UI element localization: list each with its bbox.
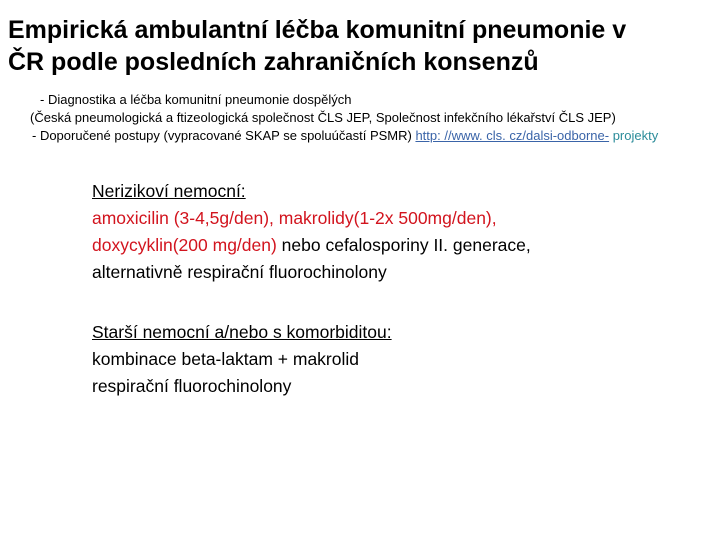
low-risk-heading: Nerizikoví nemocní: — [92, 181, 246, 201]
elderly-section — [92, 319, 712, 400]
elderly-heading: Starší nemocní a/nebo s komorbiditou: — [92, 322, 392, 342]
low-risk-line-2-rest: nebo cefalosporiny II. generace, — [276, 235, 531, 255]
low-risk-line-3: alternativně respirační fluorochinolony — [92, 262, 387, 282]
source-line-1: - Diagnostika a léčba komunitní pneumonie dospělých — [40, 92, 352, 107]
source-link-tail: projekty — [609, 128, 659, 143]
title-line-2: ČR podle posledních zahraničních konsenzů — [8, 48, 539, 76]
elderly-line-1: kombinace beta-laktam + makrolid — [92, 349, 359, 369]
source-link[interactable]: http: //www. cls. cz/dalsi-odborne- — [415, 128, 610, 143]
elderly-line-2: respirační fluorochinolony — [92, 376, 292, 396]
slide-title — [8, 14, 714, 78]
title-line-1: Empirická ambulantní léčba komunitní pneumonie v — [8, 16, 627, 44]
source-line-2: (Česká pneumologická a ftizeologická společnost ČLS JEP, Společnost infekčního lékařství ČLS JEP) — [30, 110, 616, 125]
source-line-3 — [30, 127, 720, 145]
low-risk-line-2 — [92, 232, 712, 259]
source-line-3-text: - Doporučené postupy (vypracované SKAP se spoluúčastí PSMR) — [32, 128, 416, 143]
sources-block — [30, 91, 720, 145]
low-risk-section — [92, 178, 712, 286]
low-risk-line-2-red: doxycyklin(200 mg/den) — [92, 235, 277, 255]
low-risk-line-1: amoxicilin (3-4,5g/den), makrolidy(1-2x 500mg/den), — [92, 208, 497, 228]
